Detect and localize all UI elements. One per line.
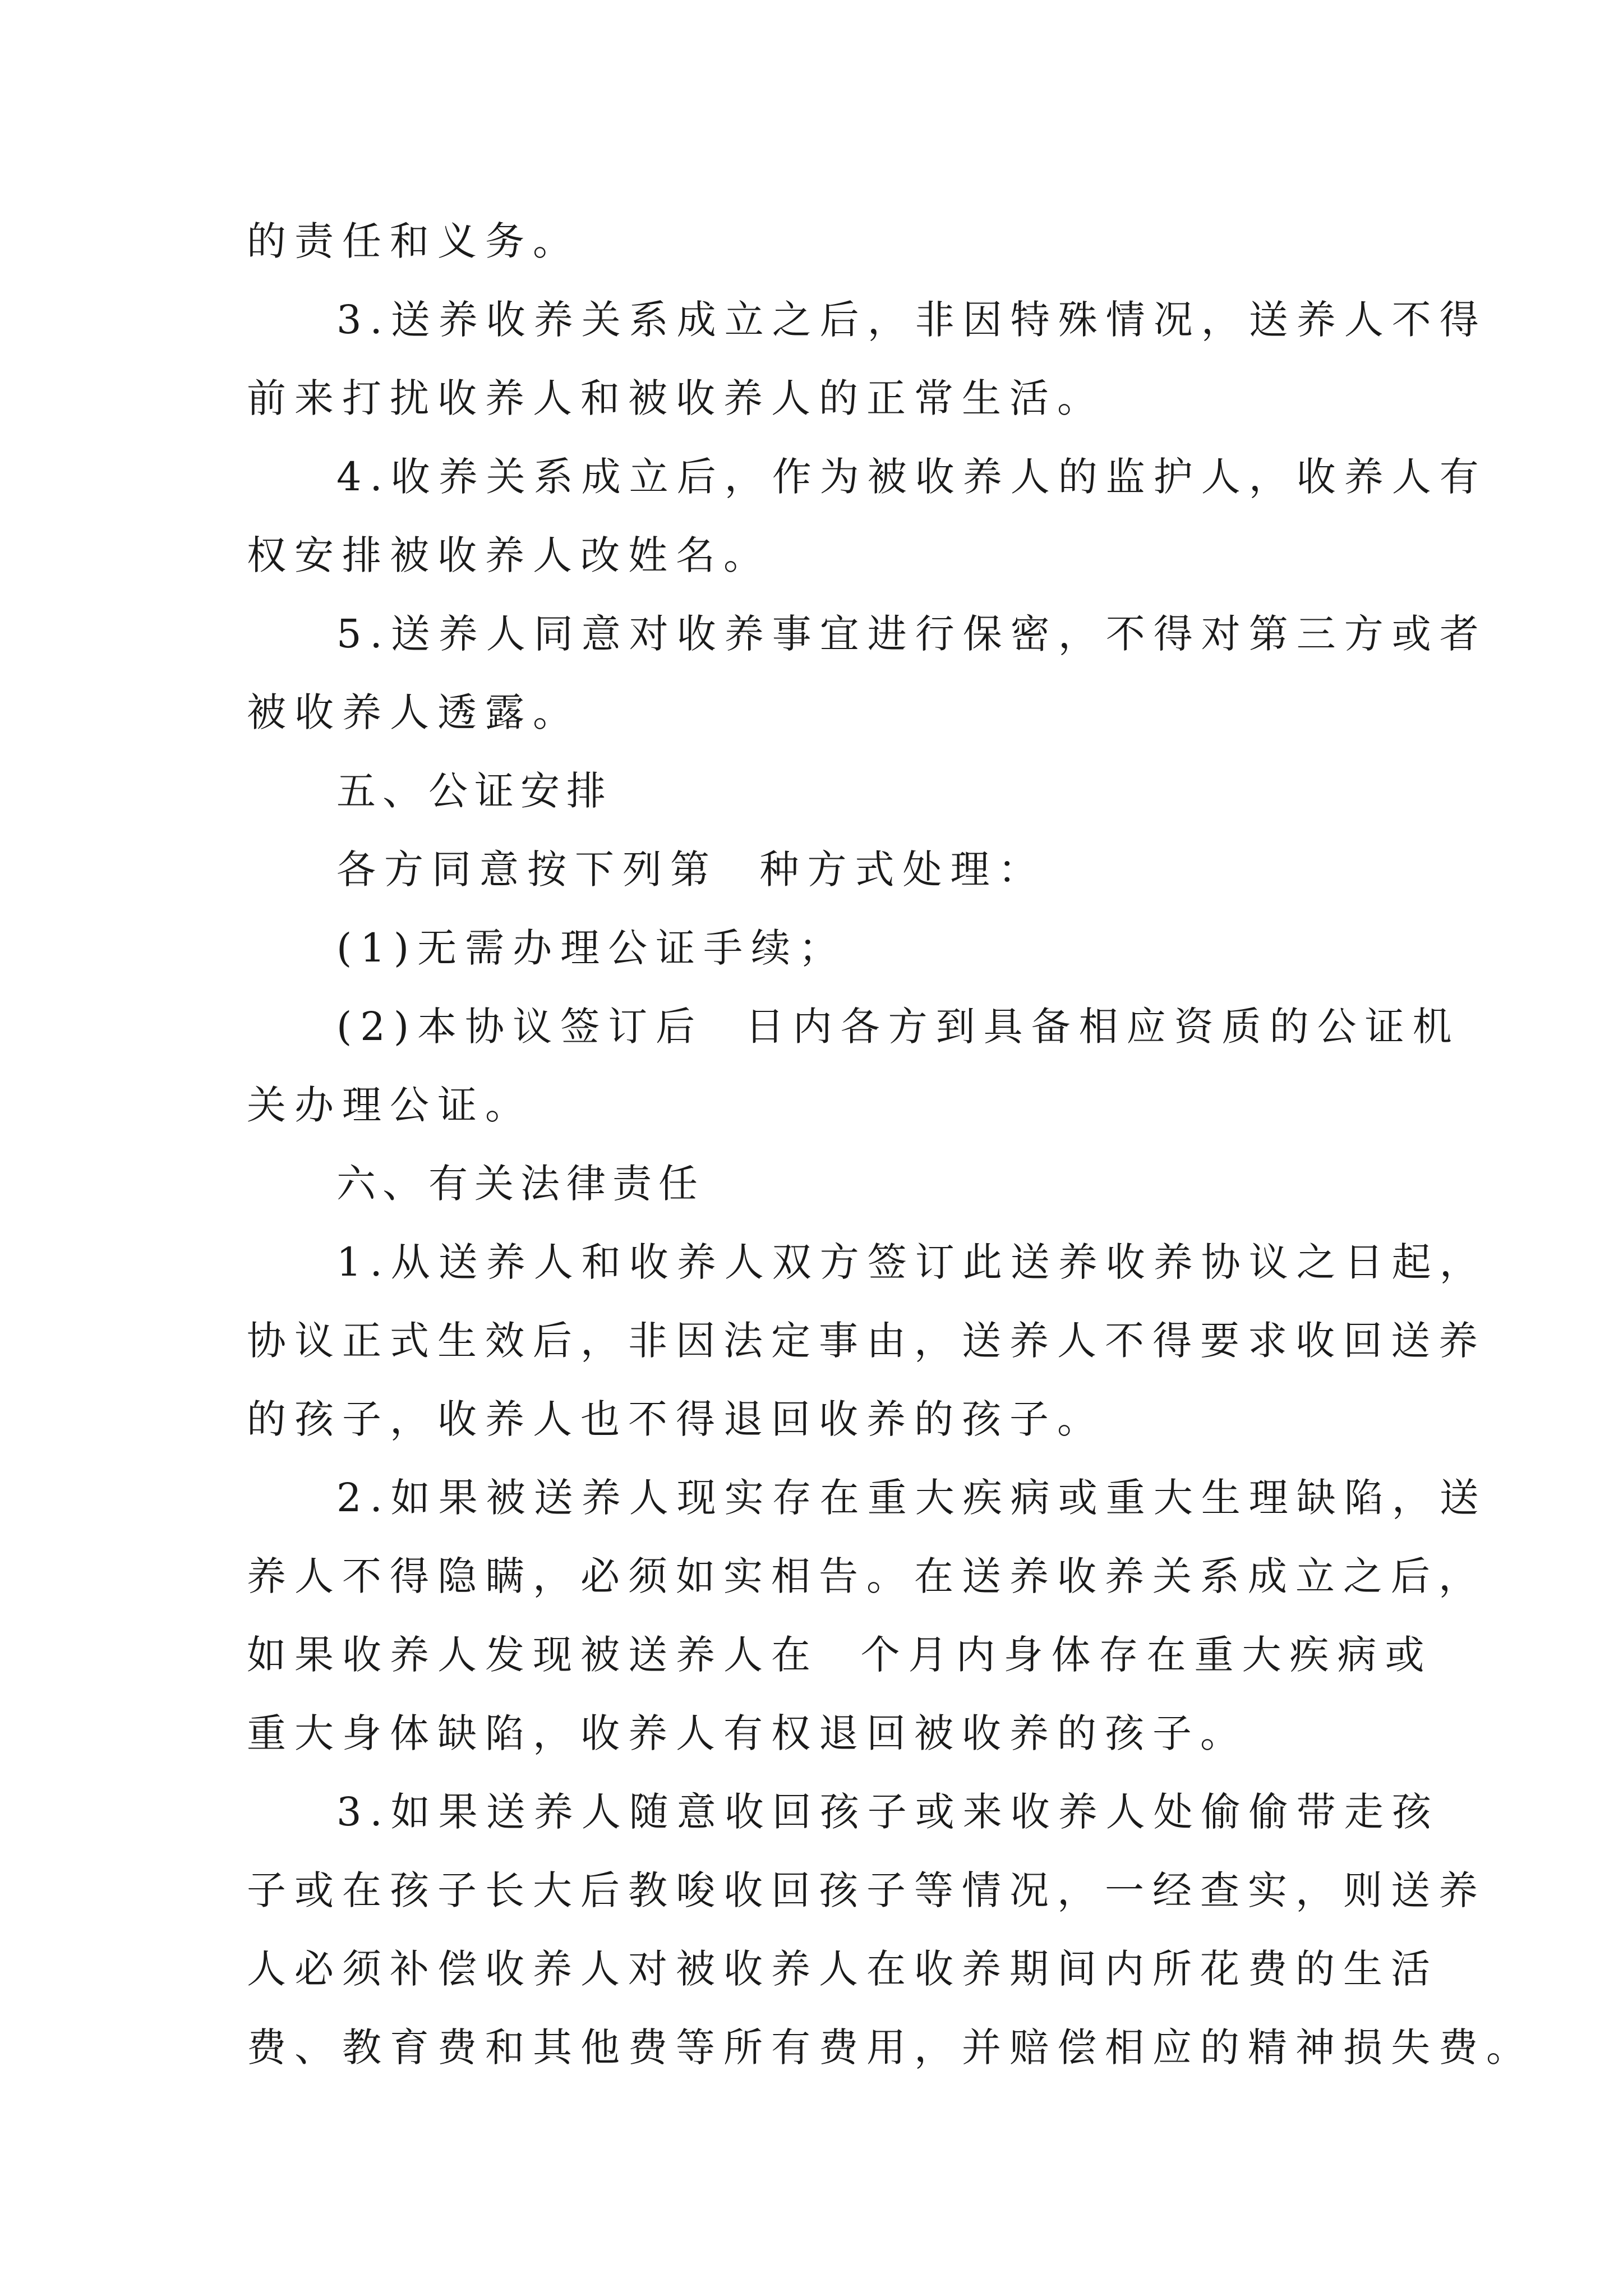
section-heading: 五、公证安排 bbox=[336, 768, 612, 814]
text-line: 子或在孩子长大后教唆收回孩子等情况，一经查实，则送养 bbox=[247, 1867, 1486, 1913]
text-line: 如果收养人发现被送养人在 个月内身体存在重大疾病或 bbox=[247, 1632, 1433, 1678]
text-line: 的孩子，收养人也不得退回收养的孩子。 bbox=[247, 1396, 1105, 1442]
text-line: 养人不得隐瞒，必须如实相告。在送养收养关系成立之后， bbox=[247, 1553, 1486, 1599]
text-line: 3.送养收养关系成立之后，非因特殊情况，送养人不得 bbox=[336, 297, 1487, 343]
text-line: 关办理公证。 bbox=[247, 1082, 533, 1128]
text-line: 人必须补偿收养人对被收养人在收养期间内所花费的生活 bbox=[247, 1946, 1438, 1992]
text-line: 的责任和义务。 bbox=[247, 218, 580, 264]
text-line: 4.收养关系成立后，作为被收养人的监护人，收养人有 bbox=[336, 454, 1487, 500]
text-line: 前来打扰收养人和被收养人的正常生活。 bbox=[247, 375, 1105, 421]
text-line: 协议正式生效后，非因法定事由，送养人不得要求收回送养 bbox=[247, 1318, 1486, 1364]
text-line: 各方同意按下列第 种方式处理： bbox=[336, 846, 1046, 892]
section-heading: 六、有关法律责任 bbox=[336, 1161, 704, 1207]
text-line: 1.从送养人和收养人双方签订此送养收养协议之日起， bbox=[336, 1239, 1487, 1285]
text-line: 2.如果被送养人现实存在重大疾病或重大生理缺陷，送 bbox=[336, 1475, 1487, 1521]
text-line: 5.送养人同意对收养事宜进行保密，不得对第三方或者 bbox=[336, 611, 1487, 657]
text-line: 重大身体缺陷，收养人有权退回被收养的孩子。 bbox=[247, 1710, 1248, 1756]
text-line: (2)本协议签订后 日内各方到具备相应资质的公证机 bbox=[336, 1004, 1460, 1050]
text-line: 3.如果送养人随意收回孩子或来收养人处偷偷带走孩 bbox=[336, 1789, 1440, 1835]
text-line: 费、教育费和其他费等所有费用，并赔偿相应的精神损失费。 bbox=[247, 2024, 1534, 2070]
text-line: 被收养人透露。 bbox=[247, 689, 580, 735]
text-line: (1)无需办理公证手续； bbox=[336, 925, 847, 971]
text-line: 权安排被收养人改姓名。 bbox=[247, 532, 771, 578]
